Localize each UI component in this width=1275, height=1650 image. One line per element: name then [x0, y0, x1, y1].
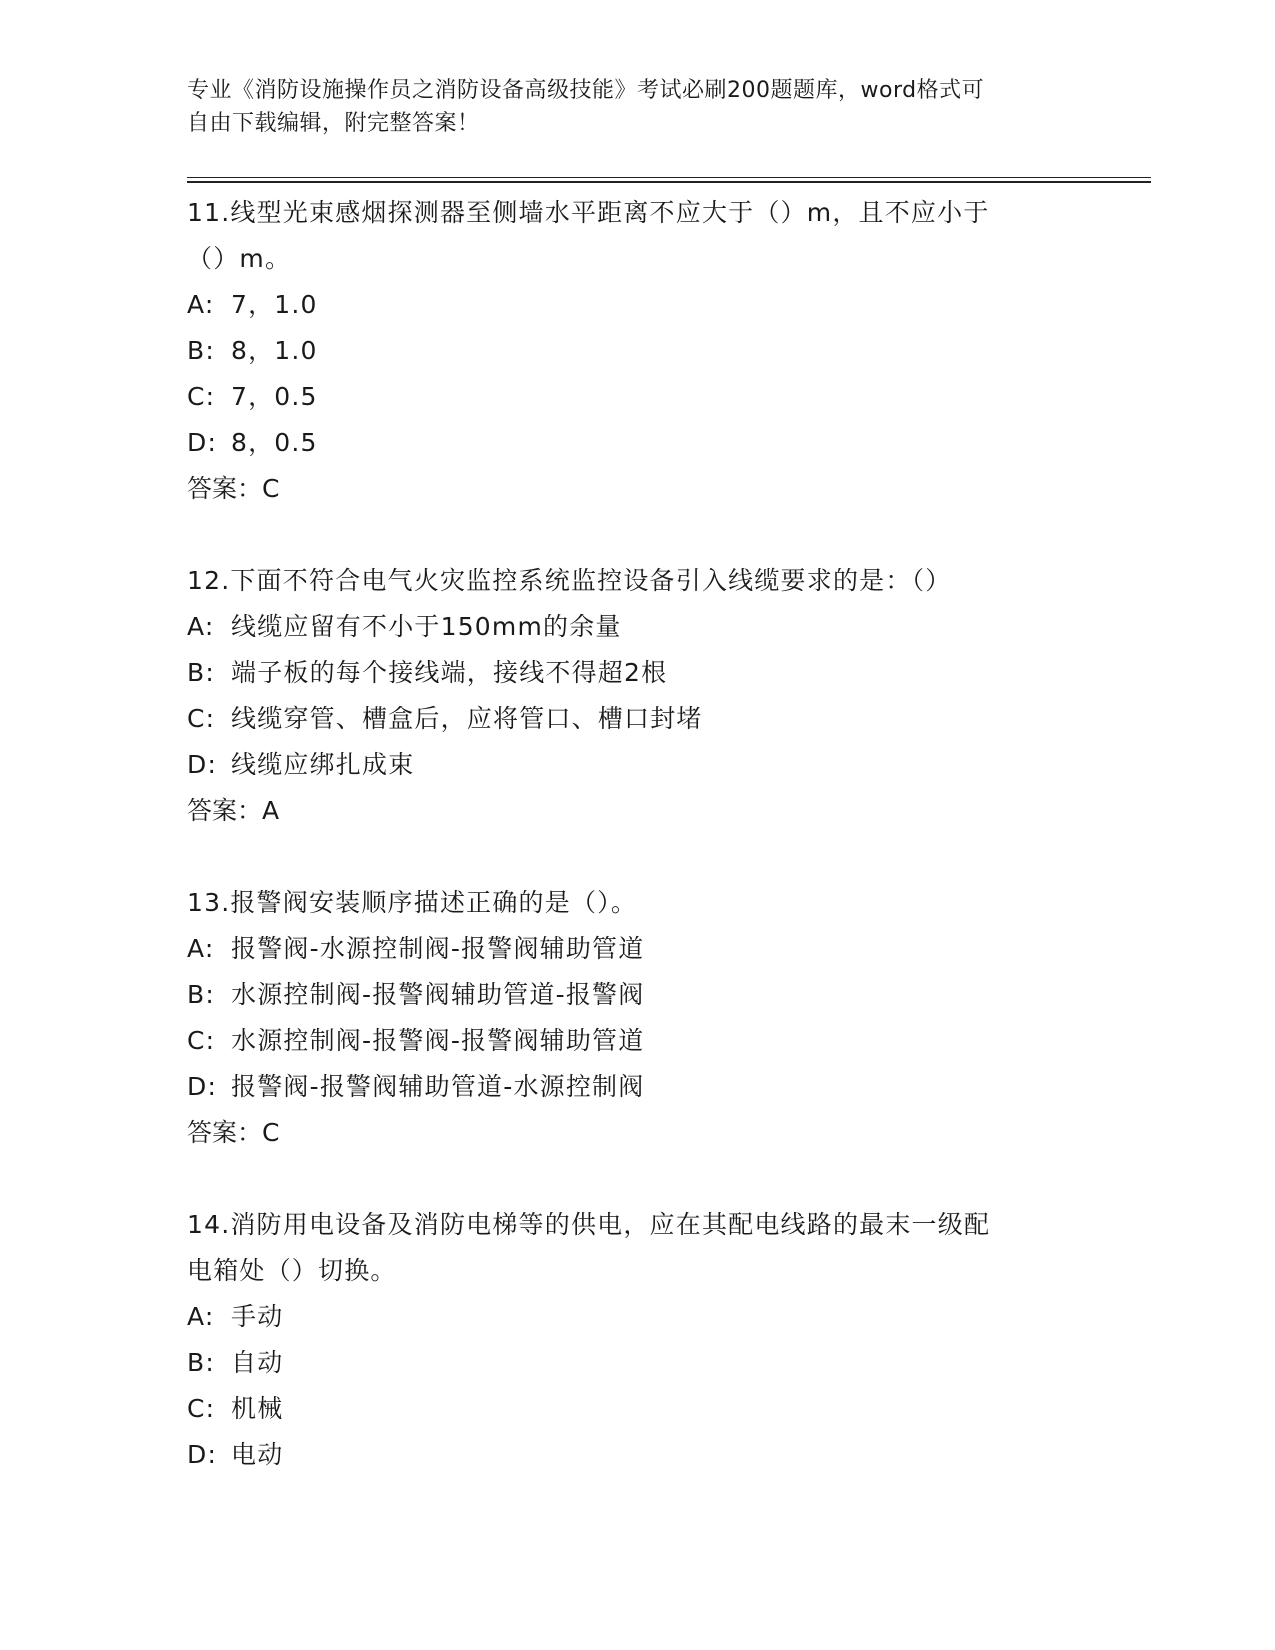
question-11 [187, 190, 1087, 512]
option-d [187, 420, 1087, 466]
option-letter: A: [187, 1302, 215, 1331]
question-stem: 12.下面不符合电气火灾监控系统监控设备引入线缆要求的是：（） [187, 566, 952, 595]
question-14 [187, 1202, 1087, 1478]
option-letter: A: [187, 934, 215, 963]
option-text: 水源控制阀-报警阀辅助管道-报警阀 [231, 980, 645, 1009]
header-line-1: 专业《消防设施操作员之消防设备高级技能》考试必刷200题题库，word格式可 [187, 78, 985, 103]
option-letter: D: [187, 428, 218, 457]
option-b [187, 972, 1087, 1018]
option-d [187, 1064, 1087, 1110]
option-a [187, 282, 1087, 328]
option-text: 端子板的每个接线端，接线不得超2根 [231, 658, 668, 687]
option-d [187, 1432, 1087, 1478]
option-letter: C: [187, 1026, 216, 1055]
question-13 [187, 880, 1087, 1156]
option-c [187, 696, 1087, 742]
question-stem-cont: （）m。 [187, 244, 292, 273]
option-letter: D: [187, 1072, 218, 1101]
question-stem-cont: 电箱处（）切换。 [187, 1256, 397, 1285]
spacer [187, 512, 1087, 558]
question-stem: 14.消防用电设备及消防电梯等的供电，应在其配电线路的最末一级配 [187, 1210, 991, 1239]
option-b [187, 650, 1087, 696]
option-letter: B: [187, 658, 215, 687]
option-a [187, 604, 1087, 650]
question-stem: 13.报警阀安装顺序描述正确的是（）。 [187, 888, 638, 917]
option-letter: C: [187, 704, 216, 733]
document-header [187, 74, 1087, 140]
question-list [187, 190, 1087, 1478]
option-text: 电动 [231, 1440, 284, 1469]
spacer [187, 834, 1087, 880]
option-letter: D: [187, 1440, 218, 1469]
question-stem: 11.线型光束感烟探测器至侧墙水平距离不应大于（）m，且不应小于 [187, 198, 990, 227]
option-letter: B: [187, 1348, 215, 1377]
option-letter: A: [187, 290, 215, 319]
option-letter: B: [187, 980, 215, 1009]
option-text: 8，1.0 [231, 336, 318, 365]
option-a [187, 1294, 1087, 1340]
option-text: 线缆应留有不小于150mm的余量 [231, 612, 622, 641]
question-12 [187, 558, 1087, 834]
option-b [187, 1340, 1087, 1386]
header-line-2: 自由下载编辑，附完整答案！ [187, 111, 480, 136]
answer: 答案：A [187, 796, 280, 825]
option-d [187, 742, 1087, 788]
option-letter: B: [187, 336, 215, 365]
option-a [187, 926, 1087, 972]
option-c [187, 1386, 1087, 1432]
header-divider-thin [187, 177, 1151, 178]
option-c [187, 374, 1087, 420]
option-text: 报警阀-水源控制阀-报警阀辅助管道 [231, 934, 645, 963]
option-letter: C: [187, 1394, 216, 1423]
header-divider-thick [187, 181, 1151, 183]
option-text: 手动 [231, 1302, 284, 1331]
option-text: 线缆应绑扎成束 [231, 750, 415, 779]
option-text: 水源控制阀-报警阀-报警阀辅助管道 [231, 1026, 645, 1055]
answer: 答案：C [187, 474, 280, 503]
option-text: 8，0.5 [231, 428, 318, 457]
option-letter: C: [187, 382, 216, 411]
option-text: 线缆穿管、槽盒后，应将管口、槽口封堵 [231, 704, 703, 733]
option-text: 机械 [231, 1394, 284, 1423]
option-c [187, 1018, 1087, 1064]
option-letter: D: [187, 750, 218, 779]
option-text: 自动 [231, 1348, 284, 1377]
option-text: 7，0.5 [231, 382, 318, 411]
option-b [187, 328, 1087, 374]
option-letter: A: [187, 612, 215, 641]
spacer [187, 1156, 1087, 1202]
answer: 答案：C [187, 1118, 280, 1147]
option-text: 7，1.0 [231, 290, 318, 319]
option-text: 报警阀-报警阀辅助管道-水源控制阀 [231, 1072, 645, 1101]
